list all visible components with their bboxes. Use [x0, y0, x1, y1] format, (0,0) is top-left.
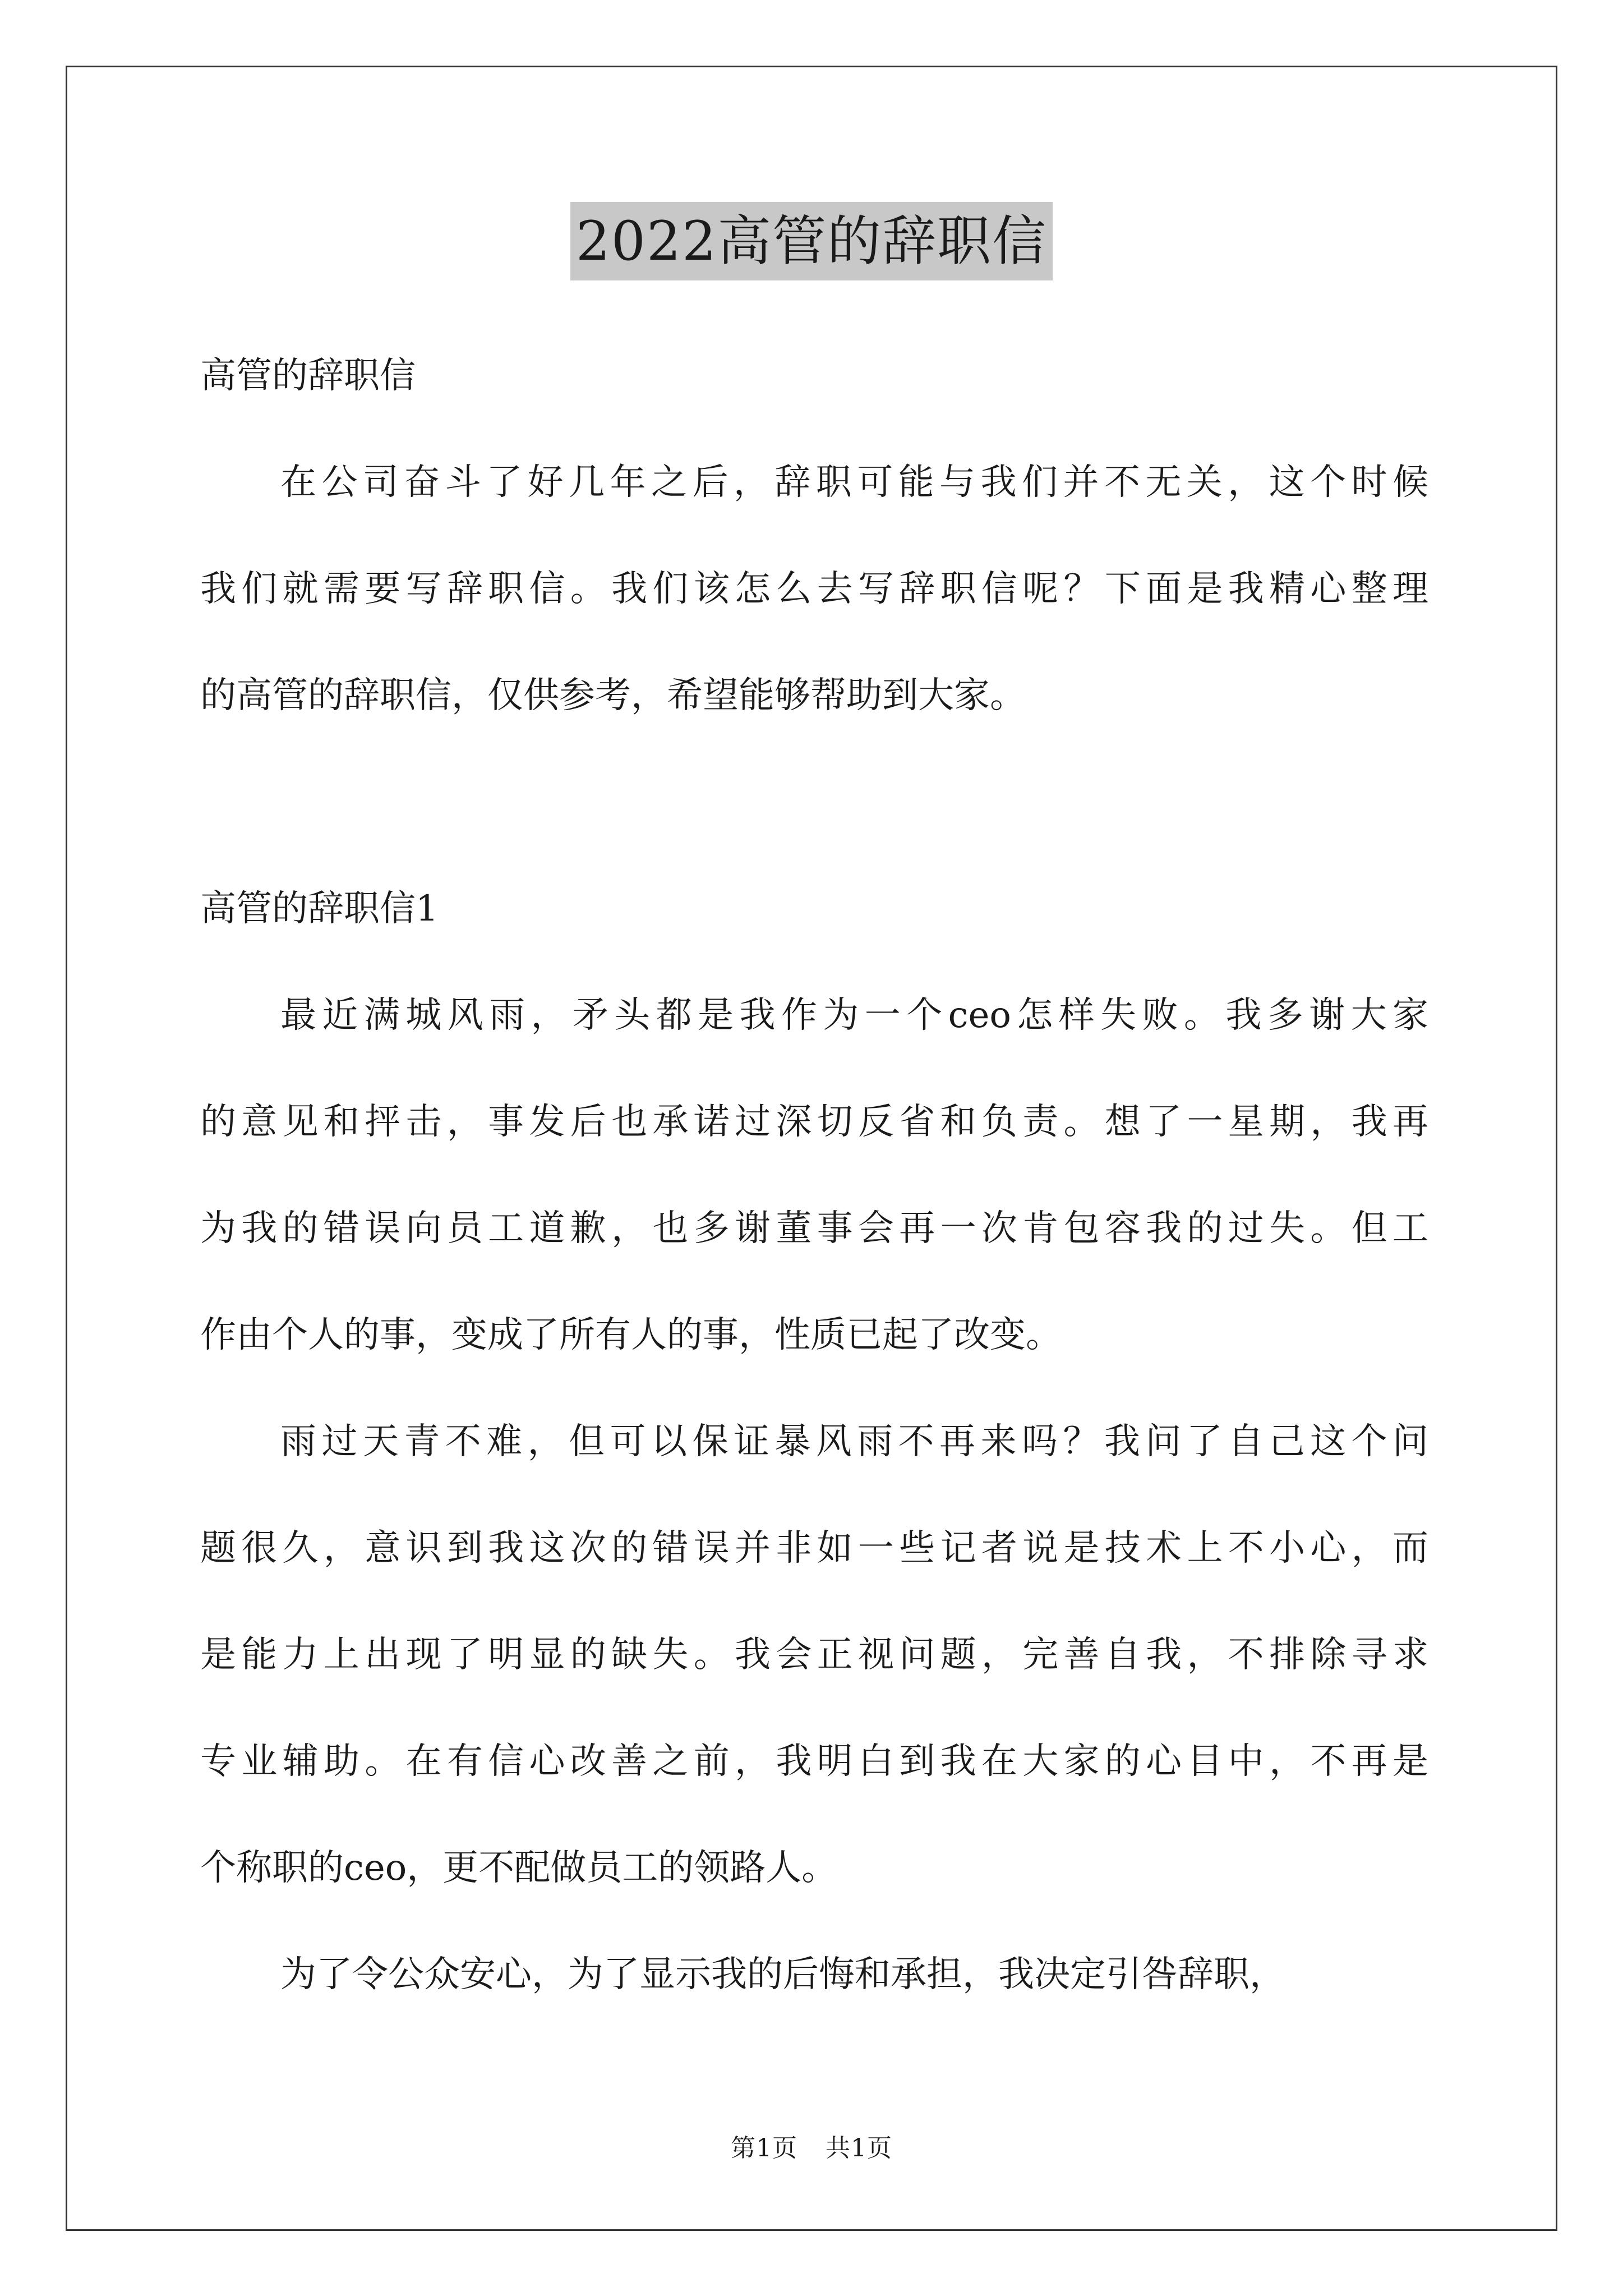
section-1-p2-line-3: 是能力上出现了明显的缺失。我会正视问题，完善自我，不排除寻求 [200, 1634, 1428, 1676]
section-1-p1-line-2: 的意见和抨击，事发后也承诺过深切反省和负责。想了一星期，我再 [200, 1101, 1428, 1143]
section-1-p1-line-1: 最近满城风雨，矛头都是我作为一个ceo怎样失败。我多谢大家 [280, 995, 1428, 1036]
section-1-heading: 高管的辞职信1 [200, 888, 439, 930]
section-1-p3-line-1: 为了令公众安心，为了显示我的后悔和承担，我决定引咎辞职， [280, 1954, 1285, 1995]
page-total: 共1页 [826, 2134, 892, 2162]
title-container [0, 202, 1623, 280]
page-number: 第1页 [731, 2134, 797, 2162]
section-1-p1-line-4: 作由个人的事，变成了所有人的事，性质已起了改变。 [200, 1314, 1062, 1356]
section-1-p2-line-5: 个称职的ceo，更不配做员工的领路人。 [200, 1847, 838, 1889]
document-title: 2022高管的辞职信 [570, 202, 1053, 280]
page-footer [0, 2132, 1623, 2165]
intro-line-1: 在公司奋斗了好几年之后，辞职可能与我们并不无关，这个时候 [280, 462, 1428, 503]
section-1-p2-line-1: 雨过天青不难，但可以保证暴风雨不再来吗？我问了自己这个问 [280, 1421, 1428, 1462]
intro-heading: 高管的辞职信 [200, 355, 416, 397]
section-1-p2-line-2: 题很久，意识到我这次的错误并非如一些记者说是技术上不小心，而 [200, 1527, 1428, 1569]
intro-line-2: 我们就需要写辞职信。我们该怎么去写辞职信呢？下面是我精心整理 [200, 568, 1428, 610]
section-1-p2-line-4: 专业辅助。在有信心改善之前，我明白到我在大家的心目中，不再是 [200, 1741, 1428, 1782]
intro-line-3: 的高管的辞职信，仅供参考，希望能够帮助到大家。 [200, 675, 1026, 716]
section-1-p1-line-3: 为我的错误向员工道歉，也多谢董事会再一次肯包容我的过失。但工 [200, 1208, 1428, 1249]
